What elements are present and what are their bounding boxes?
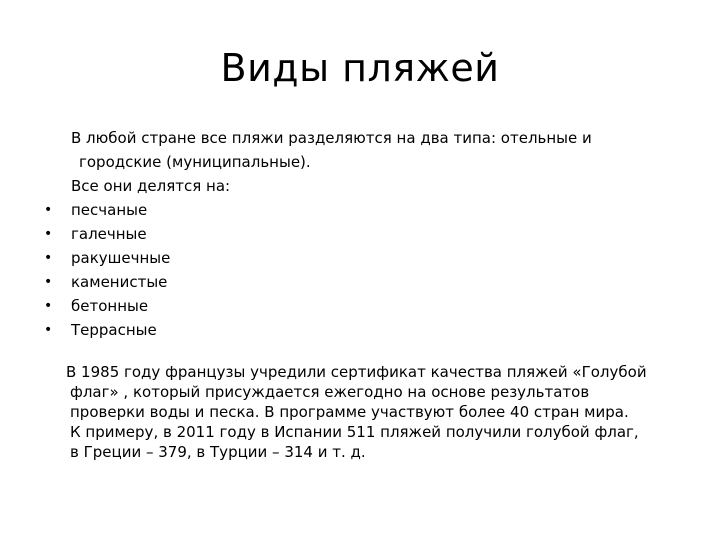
list-item-label: бетонные [71, 297, 149, 315]
blue-flag-line: В 1985 году французы учредили сертификат качества пляжей «Голубой [66, 363, 647, 381]
bullet-icon: • [44, 226, 53, 242]
list-item [44, 198, 684, 222]
list-item [44, 270, 684, 294]
list-item [44, 294, 684, 318]
blue-flag-line: флаг» , который присуждается ежегодно на основе результатов [70, 383, 590, 401]
list-item [44, 222, 684, 246]
intro-line-2: городские (муниципальные). [79, 153, 311, 171]
list-item [44, 246, 684, 270]
list-item-label: песчаные [71, 201, 148, 219]
list-item-label: каменистые [71, 273, 168, 291]
list-item-label: ракушечные [71, 249, 171, 267]
list-intro: Все они делятся на: [71, 177, 231, 195]
beach-types-list [44, 198, 684, 342]
list-item-label: Террасные [71, 321, 157, 339]
slide-title: Виды пляжей [220, 46, 500, 90]
intro-paragraph [44, 126, 684, 174]
blue-flag-paragraph [66, 362, 706, 462]
list-item [44, 318, 684, 342]
bullet-icon: • [44, 202, 53, 218]
slide-body [44, 126, 684, 342]
blue-flag-line: в Греции – 379, в Турции – 314 и т. д. [70, 443, 366, 461]
blue-flag-line: К примеру, в 2011 году в Испании 511 пляжей получили голубой флаг, [70, 423, 639, 441]
blue-flag-line: проверки воды и песка. В программе участвуют более 40 стран мира. [70, 403, 629, 421]
list-item-label: галечные [71, 225, 147, 243]
bullet-icon: • [44, 298, 53, 314]
intro-line-1: В любой стране все пляжи разделяются на два типа: отельные и [71, 129, 592, 147]
bullet-icon: • [44, 274, 53, 290]
bullet-icon: • [44, 322, 53, 338]
bullet-icon: • [44, 250, 53, 266]
